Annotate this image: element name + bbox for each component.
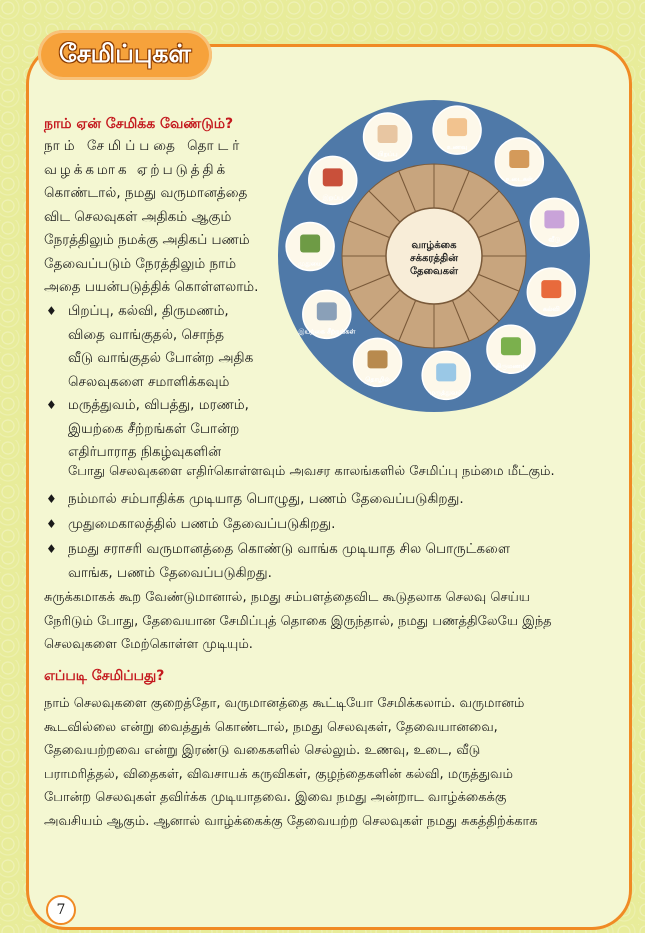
page-title: சேமிப்புகள் <box>59 38 191 68</box>
intro-line: தேவைப்படும் நேரத்திலும் நாம் <box>44 255 237 272</box>
wheel-item-label: இறப்பு <box>322 193 343 202</box>
body-line: நாம் செலவுகளை குறைத்தோ, வருமானத்தை கூட்டியோ சேமிக்கலாம். வருமானம் <box>44 696 525 711</box>
education-icon-shape <box>541 280 561 298</box>
wheel-center-line: வாழ்க்கை <box>411 240 457 251</box>
bullet-line: விதை வாங்குதல், சொந்த <box>68 326 225 343</box>
diamond-bullet-icon: ♦ <box>46 304 57 318</box>
bullet-item <box>46 538 606 585</box>
diamond-bullet-icon: ♦ <box>46 517 57 531</box>
section2-heading: எப்படி சேமிப்பது? <box>44 668 165 684</box>
intro-line: நேரத்திலும் நமக்கு அதிகப் பணம் <box>44 232 250 248</box>
medical-icon-shape <box>436 363 456 381</box>
diamond-bullet-icon: ♦ <box>46 542 57 556</box>
summary-line: சுருக்கமாகக் கூற வேண்டுமானால், நமது சம்பளத்தைவிட கூடுதலாக செலவு செய்ய <box>44 590 530 605</box>
body-line: தேவையற்றவை என்று இரண்டு வகைகளில் செல்லும். உணவு, உடை, வீடு <box>44 743 481 758</box>
body-line: அவசியம் ஆகும். ஆனால் வாழ்க்கைக்கு தேவையற்ற செலவுகள் நமது சுகத்திற்க்காக <box>44 813 538 829</box>
section1-heading: நாம் ஏன் சேமிக்க வேண்டும்? <box>44 116 234 132</box>
wheel-item-label: உணவு <box>446 143 468 152</box>
bullet-line: பிறப்பு, கல்வி, திருமணம், <box>68 303 229 319</box>
bullet-line: முதுமைகாலத்தில் பணம் தேவைப்படுகிறது. <box>68 516 336 532</box>
old-age-icon-shape <box>300 234 320 252</box>
house-icon-shape <box>544 210 564 228</box>
intro-line: கொண்டால், நமது வருமானத்தை <box>44 185 248 201</box>
body-line: பராமரித்தல், விதைகள், விவசாயக் கருவிகள், குழந்தைகளின் கல்வி, மருத்துவம் <box>44 766 513 782</box>
intro-line: நாம் சேமிப்பதை தொடர் <box>44 138 244 154</box>
diamond-bullet-icon: ♦ <box>46 398 57 412</box>
summary-line: நேரிடும் போது, தேவையான சேமிப்புத் தொகை இருந்தால், நமது பணத்திலேயே இந்த <box>44 613 552 629</box>
wheel-item-label: திருமணம் <box>495 362 527 371</box>
wheel-item-label: மருத்துவம் <box>429 388 463 397</box>
business-icon-shape <box>368 350 388 368</box>
bullet-line: நம்மால் சம்பாதிக்க முடியாத பொழுது, பணம் தேவைப்படுகிறது. <box>68 491 464 507</box>
intro-line: விட செலவுகள் அதிகம் ஆகும் <box>44 208 232 225</box>
summary-line: செலவுகளை மேற்கொள்ள முடியும். <box>44 637 253 652</box>
bullet-line: நமது சராசரி வருமானத்தை கொண்டு வாங்க முடியாத சில பொருட்களை <box>68 541 511 557</box>
wheel-item-label: தொழில் <box>365 375 390 384</box>
section2-body <box>44 692 610 833</box>
intro-line: அதை பயன்படுத்திக் கொள்ளலாம். <box>44 279 259 295</box>
bullet-line: இயற்கை சீற்றங்கள் போன்ற <box>68 420 240 437</box>
bullet2-continuation: போது செலவுகளை எதிர்கொள்ளவும் அவசர காலங்களில் சேமிப்பு நம்மை மீட்கும். <box>68 464 555 479</box>
bullet-item <box>46 394 272 465</box>
disaster-icon-shape <box>317 302 337 320</box>
bullet-line: வாங்க, பணம் தேவைப்படுகிறது. <box>68 564 272 581</box>
death-icon-shape <box>323 168 343 186</box>
bullet-line: எதிர்பாராத நிகழ்வுகளின் <box>68 444 222 460</box>
page-number: 7 <box>46 895 76 925</box>
bullet-item <box>46 300 272 394</box>
food-icon-shape <box>447 118 467 136</box>
wheel-item-label: கல்வி <box>542 305 560 314</box>
wheel-item-label: வீடு <box>548 235 561 244</box>
bullet-line: வீடு வாங்குதல் போன்ற அதிக <box>68 350 254 366</box>
wheel-item-label: பிறப்பு <box>377 150 398 159</box>
intro-line: வழக்கமாக ஏற்படுத்திக் <box>44 161 229 178</box>
body-line: கூடவில்லை என்று வைத்துக் கொண்டால், நமது செலவுகள், தேவையானவை, <box>44 719 498 735</box>
bullet-item <box>46 513 606 537</box>
clothes-icon-shape <box>509 150 529 168</box>
wheel-center-line: சக்கரத்தின் <box>410 253 458 264</box>
bullet-line: மருத்துவம், விபத்து, மரணம், <box>68 397 249 413</box>
section1-intro <box>44 135 274 300</box>
body-line: போன்ற செலவுகள் தவிர்க்க முடியாதவை. இவை நமது அன்றாட வாழ்க்கைக்கு <box>44 790 507 805</box>
wheel-item-label: உடைகள் <box>505 174 533 183</box>
bullet-line: செலவுகளை சமாளிக்கவும் <box>68 373 230 390</box>
life-needs-wheel <box>276 98 592 414</box>
page-title-badge <box>38 30 212 80</box>
wheel-center-line: தேவைகள் <box>409 266 459 277</box>
wheel-item-label: முதுமை <box>297 259 323 268</box>
diamond-bullet-icon: ♦ <box>46 492 57 506</box>
summary-paragraph <box>44 586 610 657</box>
baby-birth-icon-shape <box>378 125 398 143</box>
wheel-item-label: இயற்கை சீற்றங்கள் <box>298 327 356 336</box>
wedding-icon-shape <box>501 337 521 355</box>
bullet-item <box>46 488 606 512</box>
